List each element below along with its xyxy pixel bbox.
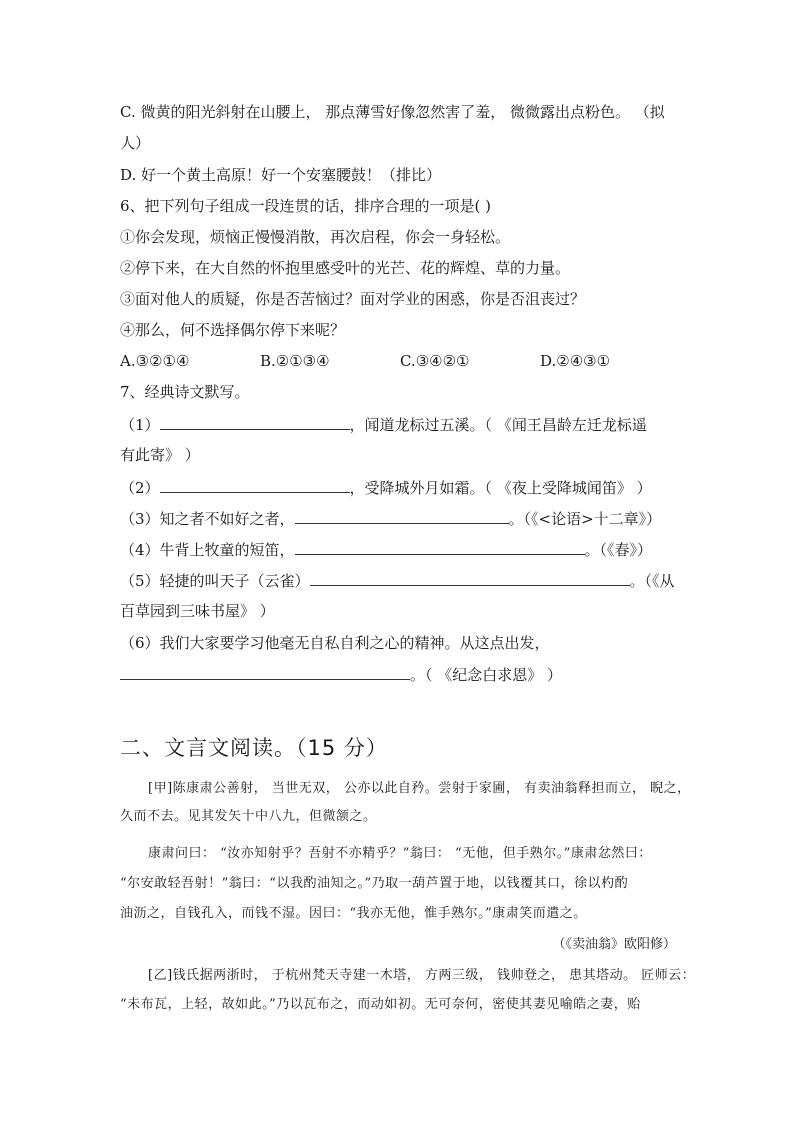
q6-sentence-3: ③面对他人的质疑，你是否苦恼过？面对学业的困惑，你是否沮丧过？ — [120, 290, 586, 308]
q6-option-c: C.③④②① — [400, 352, 470, 370]
q6-option-b: B.②①③④ — [260, 352, 330, 370]
passage-a-line-4: “尔安敢轻吾射！”翁曰：“以我酌油知之。”乃取一葫芦置于地，以钱覆其口，徐以杓酌 — [120, 876, 629, 891]
answer-blank-3[interactable] — [295, 508, 509, 524]
answer-blank-5[interactable] — [310, 570, 630, 586]
passage-a-line-1: [甲]陈康肃公善射， 当世无双， 公亦以此自矜。尝射于家圃， 有卖油翁释担而立， 睨之， — [148, 781, 691, 796]
q7-item-3 — [120, 508, 661, 529]
answer-blank-2[interactable] — [160, 477, 350, 493]
answer-blank-6[interactable] — [120, 664, 410, 680]
passage-b-line-1: [乙]钱氏据两浙时， 于杭州梵天寺建一木塔， 方两三级， 钱帅登之， 患其塔动。 匠师云： — [148, 968, 696, 983]
q5-option-c: C. 微黄的阳光斜射在山腰上， 那点薄雪好像忽然害了羞， 微微露出点粉色。 （拟 — [120, 103, 665, 121]
q6-stem: 6、把下列句子组成一段连贯的话，排序合理的一项是( ) — [120, 197, 492, 215]
q6-option-d: D.②④③① — [540, 352, 611, 370]
q7-item-5-suffix: 。（《从 — [629, 572, 675, 590]
q7-item-2-text: ，受降城外月如霜。（ 《夜上受降城闻笛》 ） — [349, 479, 652, 497]
q7-item-5 — [120, 570, 675, 591]
q6-sentence-1: ①你会发现，烦恼正慢慢消散，再次启程，你会一身轻松。 — [120, 228, 511, 246]
passage-a-line-2: 久而不去。见其发矢十中八九，但微颔之。 — [120, 809, 377, 824]
q7-item-2 — [120, 477, 652, 498]
q7-item-1-number: （1） — [120, 416, 160, 434]
passage-b-line-2: “未布瓦，上轻，故如此。”乃以瓦布之，而动如初。无可奈何，密使其妻见喻皓之妻，贻 — [120, 997, 641, 1012]
q7-item-2-number: （2） — [120, 479, 160, 497]
q7-item-1 — [120, 414, 647, 435]
q7-item-4-prefix: （4）牛背上牧童的短笛， — [120, 541, 295, 559]
q7-stem: 7、经典诗文默写。 — [120, 383, 250, 401]
q7-item-5-cont: 百草园到三味书屋》 ） — [120, 602, 275, 620]
q7-item-4-suffix: 。（《春》） — [584, 541, 653, 559]
q6-option-a: A.③②①④ — [120, 352, 190, 370]
q5-option-c-cont: 人） — [120, 134, 151, 152]
passage-a-source: （《卖油翁》欧阳修） — [552, 937, 676, 952]
q7-item-3-prefix: （3）知之者不如好之者， — [120, 510, 295, 528]
answer-blank-4[interactable] — [295, 539, 585, 555]
q7-item-5-prefix: （5）轻捷的叫天子（云雀） — [120, 572, 310, 590]
q7-item-6-suffix: 。（ 《纪念白求恩》 ） — [410, 666, 563, 684]
passage-a-line-3: 康肃问曰： “汝亦知射乎？吾射不亦精乎？”翁曰： “无他，但手熟尔。”康肃忿然曰： — [148, 846, 652, 861]
q6-options — [120, 351, 610, 371]
answer-blank-1[interactable] — [160, 414, 350, 430]
q6-sentence-4: ④那么，何不选择偶尔停下来呢？ — [120, 321, 346, 339]
passage-a-line-5: 油沥之，自钱孔入，而钱不湿。因曰：“我亦无他，惟手熟尔。”康肃笑而遣之。 — [120, 906, 587, 921]
q7-item-6-answer-line — [120, 664, 562, 685]
section-2-title: 二、文言文阅读。（15 分） — [120, 736, 388, 760]
q7-item-1-cont: 有此寄》 ） — [120, 446, 200, 464]
q7-item-1-text: ，闻道龙标过五溪。（ 《闻王昌龄左迁龙标遥 — [349, 416, 647, 434]
q6-sentence-2: ②停下来，在大自然的怀抱里感受叶的光芒、花的辉煌、草的力量。 — [120, 259, 571, 277]
q7-item-3-suffix: 。（《<论语>十二章》） — [508, 510, 662, 528]
q7-item-4 — [120, 539, 652, 560]
q5-option-d: D. 好一个黄土高原！好一个安塞腰鼓！（排比） — [120, 166, 442, 184]
q7-item-6: （6）我们大家要学习他毫无自私自利之心的精神。从这点出发， — [120, 634, 550, 652]
